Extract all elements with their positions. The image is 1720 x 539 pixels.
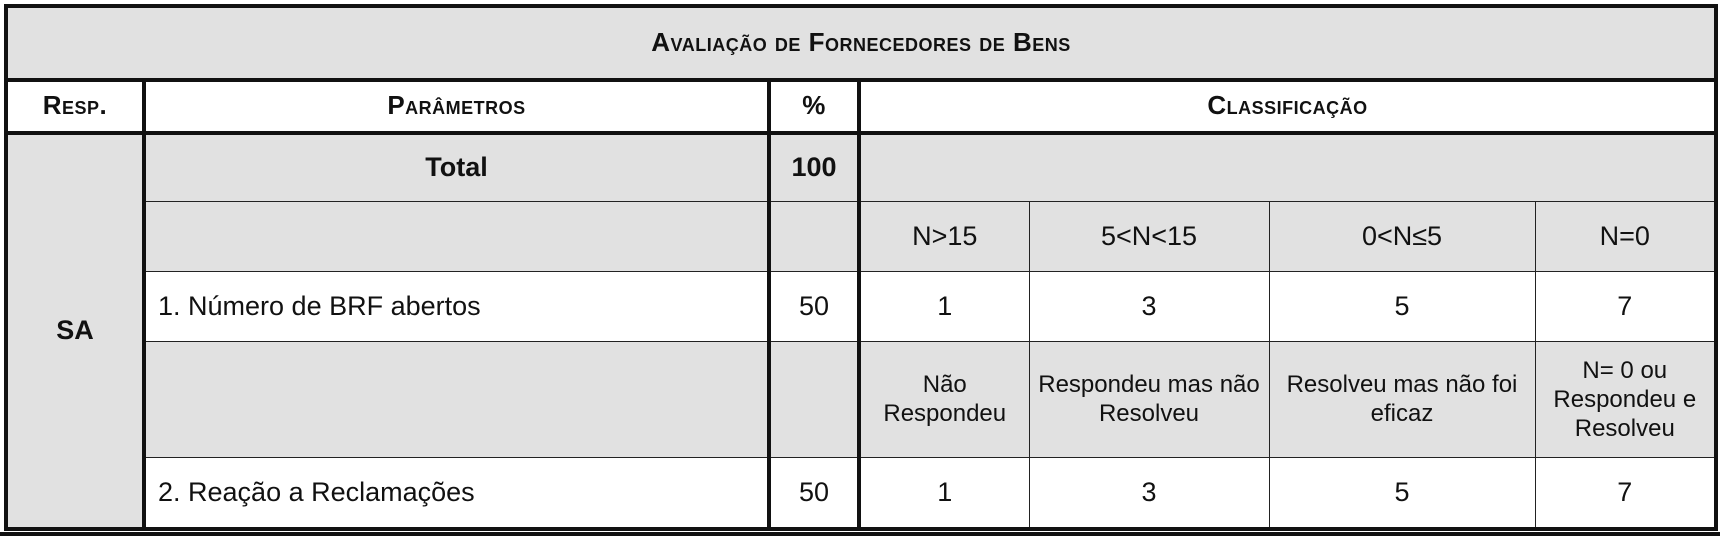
header-parametros: Parâmetros — [144, 80, 769, 133]
title-row — [6, 6, 1716, 80]
score-cell: 1 — [859, 457, 1029, 529]
criteria-cell: Não Respondeu — [859, 342, 1029, 458]
score-cell: 1 — [859, 271, 1029, 342]
score-cell: 7 — [1535, 457, 1716, 529]
criteria-1-param-blank — [144, 201, 769, 271]
score-cell: 7 — [1535, 271, 1716, 342]
score-cell: 5 — [1269, 457, 1535, 529]
table-title: Avaliação de Fornecedores de Bens — [6, 6, 1716, 80]
total-label: Total — [144, 133, 769, 202]
criteria-row-1 — [6, 201, 1716, 271]
supplier-evaluation-sheet — [4, 4, 1714, 531]
criteria-row-2 — [6, 342, 1716, 458]
param-row-2 — [6, 457, 1716, 529]
evaluation-table — [4, 4, 1718, 531]
header-classificacao: Classificação — [859, 80, 1716, 133]
criteria-1-percent-blank — [769, 201, 859, 271]
total-row — [6, 133, 1716, 202]
score-cell: 3 — [1029, 271, 1269, 342]
responsavel-cell: SA — [6, 133, 144, 529]
criteria-cell: Resolveu mas não foi eficaz — [1269, 342, 1535, 458]
criteria-cell: N= 0 ou Respondeu e Resolveu — [1535, 342, 1716, 458]
criteria-2-param-blank — [144, 342, 769, 458]
criteria-cell: 0<N≤5 — [1269, 201, 1535, 271]
header-resp: Resp. — [6, 80, 144, 133]
criteria-cell: N>15 — [859, 201, 1029, 271]
score-cell: 5 — [1269, 271, 1535, 342]
criteria-cell: 5<N<15 — [1029, 201, 1269, 271]
header-percent: % — [769, 80, 859, 133]
total-percent: 100 — [769, 133, 859, 202]
param-1-label: 1. Número de BRF abertos — [144, 271, 769, 342]
criteria-2-percent-blank — [769, 342, 859, 458]
param-2-label: 2. Reação a Reclamações — [144, 457, 769, 529]
criteria-cell: N=0 — [1535, 201, 1716, 271]
param-1-percent: 50 — [769, 271, 859, 342]
param-row-1 — [6, 271, 1716, 342]
param-2-percent: 50 — [769, 457, 859, 529]
header-row — [6, 80, 1716, 133]
bottom-rule — [0, 532, 1720, 536]
criteria-cell: Respondeu mas não Resolveu — [1029, 342, 1269, 458]
score-cell: 3 — [1029, 457, 1269, 529]
total-classification-blank — [859, 133, 1716, 202]
